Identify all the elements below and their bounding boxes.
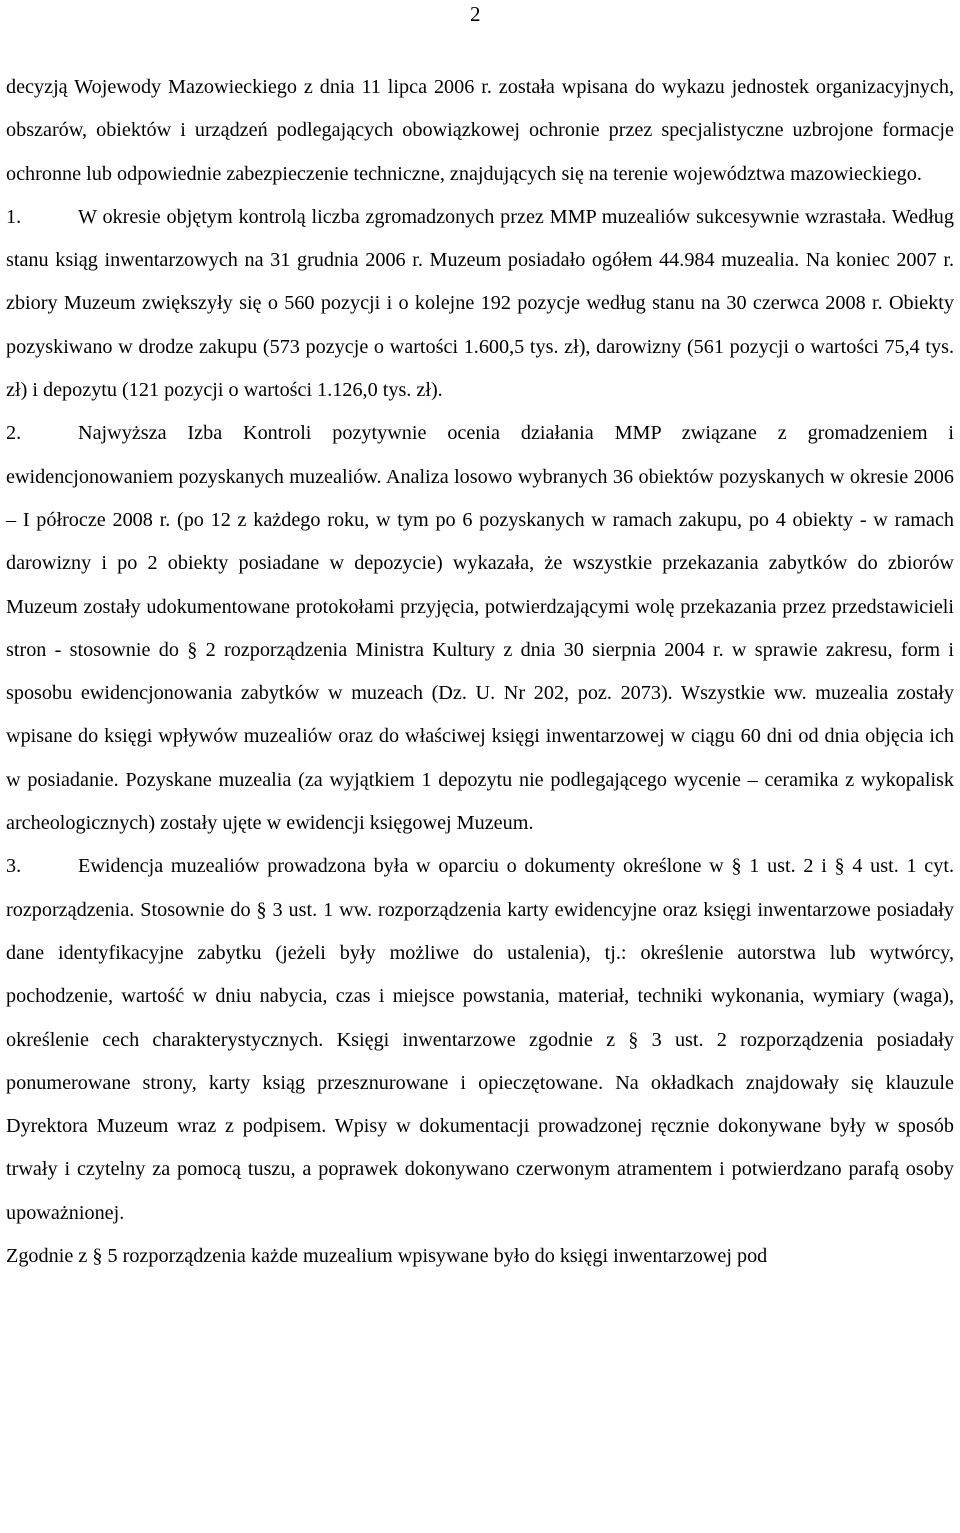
paragraph-text: W okresie objętym kontrolą liczba zgromadzonych przez MMP muzealiów sukcesywnie wzrastała. Według stanu ksiąg inwentarzowych na 31 grudnia 2006 r. Muzeum posiadało ogółem 44.984 muzealia. Na koniec 2007 r. zbiory Muzeum zwiększyły się o 560 pozycji i o kolejne 192 pozycje według stanu na 30 czerwca 2008 r. Obiekty pozyskiwano w drodze zakupu (573 pozycje o wartości 1.600,5 tys. zł), darowizny (561 pozycji o wartości 75,4 tys. zł) i depozytu (121 pozycji o wartości 1.126,0 tys. zł). [6, 205, 954, 402]
paragraph-3 [6, 845, 954, 1235]
paragraph-intro: decyzją Wojewody Mazowieckiego z dnia 11 lipca 2006 r. została wpisana do wykazu jednostek organizacyjnych, obszarów, obiektów i urządzeń podlegających obowiązkowej ochronie przez specjalistyczne uzbrojone formacje ochronne lub odpowiednie zabezpieczenie techniczne, znajdujących się na terenie województwa mazowieckiego. [6, 76, 954, 185]
page-number: 2 [470, 2, 481, 26]
paragraph-2 [6, 412, 954, 845]
paragraph-text: Najwyższa Izba Kontroli pozytywnie ocenia działania MMP związane z gromadzeniem i ewidencjonowaniem pozyskanych muzealiów. Analiza losowo wybranych 36 obiektów pozyskanych w okresie 2006 – I półrocze 2008 r. (po 12 z każdego roku, w tym po 6 pozyskanych w ramach zakupu, po 4 obiekty - w ramach darowizny i po 2 obiekty posiadane w depozycie) wykazała, że wszystkie przekazania zabytków do zbiorów Muzeum zostały udokumentowane protokołami przyjęcia, potwierdzającymi wolę przekazania przez przedstawicieli stron - stosownie do § 2 rozporządzenia Ministra Kultury z dnia 30 sierpnia 2004 r. w sprawie zakresu, form i sposobu ewidencjonowania zabytków w muzeach (Dz. U. Nr 202, poz. 2073). Wszystkie ww. muzealia zostały wpisane do księgi wpływów muzealiów oraz do właściwej księgi inwentarzowej w ciągu 60 dni od dnia objęcia ich w posiadanie. Pozyskane muzealia (za wyjątkiem 1 depozytu nie podlegającego wycenie – ceramika z wykopalisk archeologicznych) zostały ujęte w ewidencji księgowej Muzeum. [6, 422, 954, 835]
paragraph-text: Ewidencja muzealiów prowadzona była w oparciu o dokumenty określone w § 1 ust. 2 i § 4 ust. 1 cyt. rozporządzenia. Stosownie do § 3 ust. 1 ww. rozporządzenia karty ewidencyjne oraz księgi inwentarzowe posiadały dane identyfikacyjne zabytku (jeżeli były możliwe do ustalenia), tj.: określenie autorstwa lub wytwórcy, pochodzenie, wartość w dniu nabycia, czas i miejsce powstania, materiał, techniki wykonania, wymiary (waga), określenie cech charakterystycznych. Księgi inwentarzowe zgodnie z § 3 ust. 2 rozporządzenia posiadały ponumerowane strony, karty ksiąg przesznurowane i opieczętowane. Na okładkach znajdowały się klauzule Dyrektora Muzeum wraz z podpisem. Wpisy w dokumentacji prowadzonej ręcznie dokonywane były w sposób trwały i czytelny za pomocą tuszu, a poprawek dokonywano czerwonym atramentem i potwierdzano parafą osoby upoważnionej. [6, 855, 954, 1224]
paragraph-1 [6, 196, 954, 412]
paragraph-4: Zgodnie z § 5 rozporządzenia każde muzealium wpisywane było do księgi inwentarzowej pod [6, 1245, 768, 1268]
paragraph-number: 2. [6, 422, 22, 445]
paragraph-number: 1. [6, 205, 22, 228]
paragraph-number: 3. [6, 855, 22, 878]
document-body [6, 66, 954, 1278]
